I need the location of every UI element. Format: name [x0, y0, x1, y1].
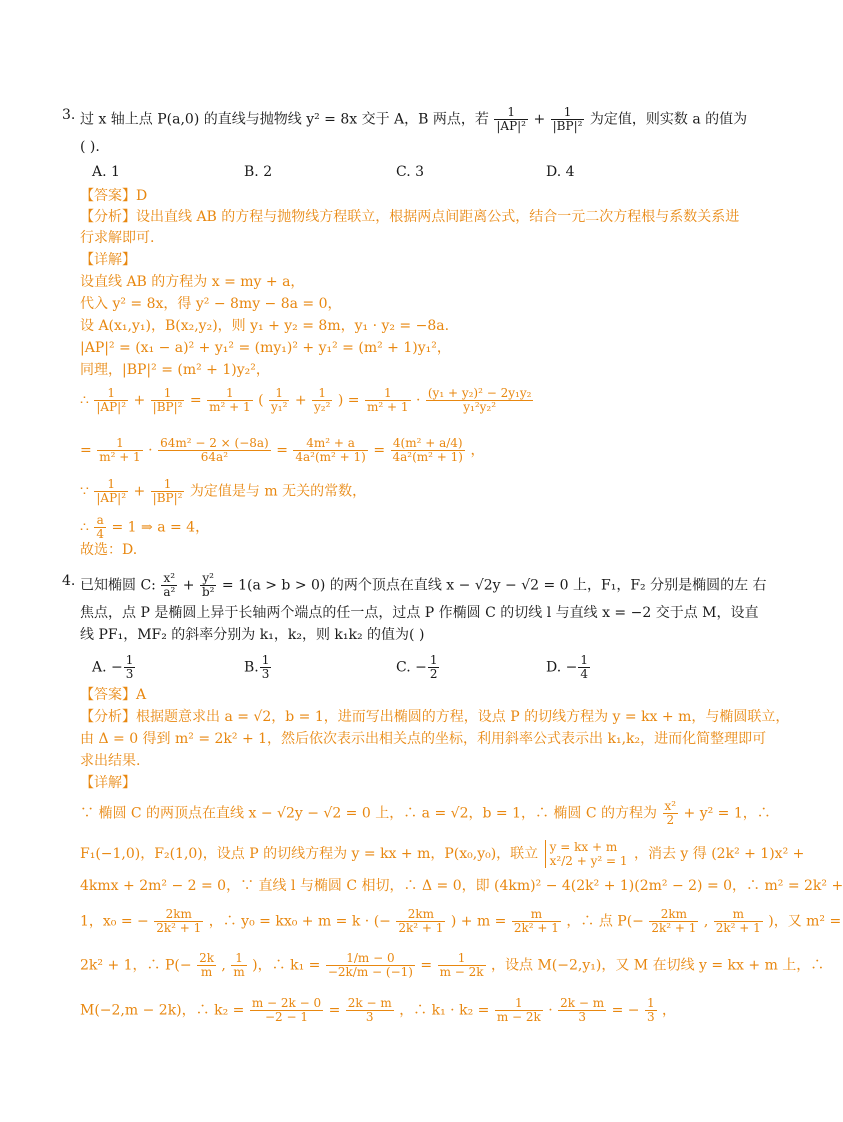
detail-label: 【详解】 [80, 252, 136, 268]
solution-line: M(−2,m − 2k)，∴ k₂ = $\frac{m - 2k - 0}{-2 - 1}$ = $\frac{2k - m}{3}$ ，∴ k₁ · k₂ = $\frac{1}{m - 2k}$ · $\frac{2k - m}{3}$ = − $\frac{1}{3}$ ， [80, 996, 677, 1024]
analysis-text: 由 Δ = 0 得到 m² = 2k² + 1，然后依次表示出相关点的坐标，利用斜率公式表示出 k₁,k₂，进而化简整理即可 [80, 731, 767, 747]
solution-line: F₁(−1,0)，F₂(1,0)，设点 P 的切线方程为 y = kx + m，P(x₀,y₀)，联立 y = kx + m x²/2 + y² = 1 ，消去 y 得 (2k² + 1)x² + [80, 840, 805, 868]
question-stem: 线 PF₁，MF₂ 的斜率分别为 k₁，k₂，则 k₁k₂ 的值为( ) [80, 627, 425, 643]
solution-line: 设 A(x₁,y₁)，B(x₂,y₂)，则 y₁ + y₂ = 8m，y₁ · y₂ = −8a. [80, 318, 450, 334]
option-b: B. 2 [244, 164, 273, 180]
analysis-text: 【分析】根据题意求出 a = √2，b = 1，进而写出椭圆的方程，设点 P 的切线方程为 y = kx + m，与椭圆联立， [80, 709, 790, 725]
option-a: A. − $\frac{1}{3}$ [92, 653, 134, 681]
question-number: 4. [62, 573, 76, 589]
answer-blank: ( ). [80, 139, 100, 155]
answer-label: 【答案】D [80, 188, 148, 204]
solution-line: 代入 y² = 8x，得 y² − 8my − 8a = 0， [80, 296, 342, 312]
option-d: D. 4 [546, 164, 575, 180]
solution-line: ∵ $\frac{1}{\text{|AP|²}}$ + $\frac{1}{\text{|BP|²}}$ 为定值是与 m 无关的常数， [80, 477, 367, 505]
analysis-text: 【分析】设出直线 AB 的方程与抛物线方程联立，根据两点间距离公式，结合一元二次方程根与系数关系进 [80, 209, 740, 225]
solution-line: 故选：D. [80, 542, 138, 558]
solution-line: ∵ 椭圆 C 的两顶点在直线 x − √2y − √2 = 0 上，∴ a = √2，b = 1，∴ 椭圆 C 的方程为 $\frac{\text{x²}}{2}$ + y² = 1，∴ [80, 799, 771, 827]
solution-line: 2k² + 1，∴ P(− $\frac{2k}{m}$ , $\frac{1}{m}$ )，∴ k₁ = $\frac{1/m - 0}{-2k/m - (-1)}$ = $\frac{1}{m - 2k}$ ，设点 M(−2,y₁)，又 M 在切线 y = kx + m 上，∴ [80, 951, 825, 979]
analysis-text: 行求解即可. [80, 230, 155, 246]
solution-line: ∴ $\frac{1}{\text{|AP|²}}$ + $\frac{1}{\text{|BP|²}}$ = $\frac{1}{\text{m² + 1}}$ ( $\frac{1}{\text{y₁²}}$ + $\frac{1}{\text{y₂²}}$ ) = $\frac{1}{\text{m² + 1}}$ · $\frac{\text{(y₁ + y₂)² − 2y₁y₂}}{\text{y₁²y₂²}}$ [80, 386, 532, 414]
option-c: C. 3 [396, 164, 425, 180]
solution-line: 1，x₀ = − $\frac{2km}{\text{2k² + 1}}$ ，∴ y₀ = kx₀ + m = k · (− $\frac{2km}{\text{2k² + 1}}$ ) + m = $\frac{m}{\text{2k² + 1}}$ ，∴ 点 P(− $\frac{2km}{\text{2k² + 1}}$ , $\frac{m}{\text{2k² + 1}}$ )，又 m² = [80, 907, 842, 935]
detail-label: 【详解】 [80, 775, 136, 791]
fraction: $\frac{1}{\text{|AP|²}}$ [496, 105, 526, 133]
fraction: $\frac{1}{\text{|BP|²}}$ [552, 105, 583, 133]
system-brace: y = kx + m x²/2 + y² = 1 [545, 840, 628, 868]
option-b: B. $\frac{1}{3}$ [244, 653, 270, 681]
option-a: A. 1 [92, 164, 120, 180]
question-stem: 已知椭圆 C: $\frac{\text{x²}}{\text{a²}}$ + $\frac{\text{y²}}{\text{b²}}$ = 1(a > b > 0) 的两个顶点在直线 x − √2y − √2 = 0 上，F₁，F₂ 分别是椭圆的左 右 [80, 571, 767, 599]
solution-line: 同理，|BP|² = (m² + 1)y₂²， [80, 362, 270, 378]
solution-line: ∴ $\frac{a}{4}$ = 1 ⇒ a = 4， [80, 513, 210, 541]
option-c: C. − $\frac{1}{2}$ [396, 653, 438, 681]
question-number: 3. [62, 107, 76, 123]
analysis-text: 求出结果. [80, 753, 141, 769]
option-d: D. − $\frac{1}{4}$ [546, 653, 588, 681]
question-stem: 焦点，点 P 是椭圆上异于长轴两个端点的任一点，过点 P 作椭圆 C 的切线 l 与直线 x = −2 交于点 M，设直 [80, 605, 759, 621]
question-stem: 过 x 轴上点 P(a,0) 的直线与抛物线 y² = 8x 交于 A，B 两点，若 $\frac{1}{\text{|AP|²}}$ + $\frac{1}{\text{|BP|²}}$ 为定值，则实数 a 的值为 [80, 105, 748, 133]
solution-line: = $\frac{1}{\text{m² + 1}}$ · $\frac{\text{64m² − 2 × (−8a)}}{\text{64a²}}$ = $\frac{\text{4m² + a}}{\text{4a²(m² + 1)}}$ = $\frac{\text{4(m² + a/4)}}{\text{4a²(m² + 1)}}$ ， [80, 436, 485, 464]
solution-line: 4kmx + 2m² − 2 = 0，∵ 直线 l 与椭圆 C 相切，∴ Δ = 0，即 (4km)² − 4(2k² + 1)(2m² − 2) = 0，∴ m² = 2k² + [80, 878, 843, 894]
solution-line: 设直线 AB 的方程为 x = my + a， [80, 274, 305, 290]
solution-line: |AP|² = (x₁ − a)² + y₁² = (my₁)² + y₁² = (m² + 1)y₁²， [80, 340, 451, 356]
answer-label: 【答案】A [80, 687, 147, 703]
